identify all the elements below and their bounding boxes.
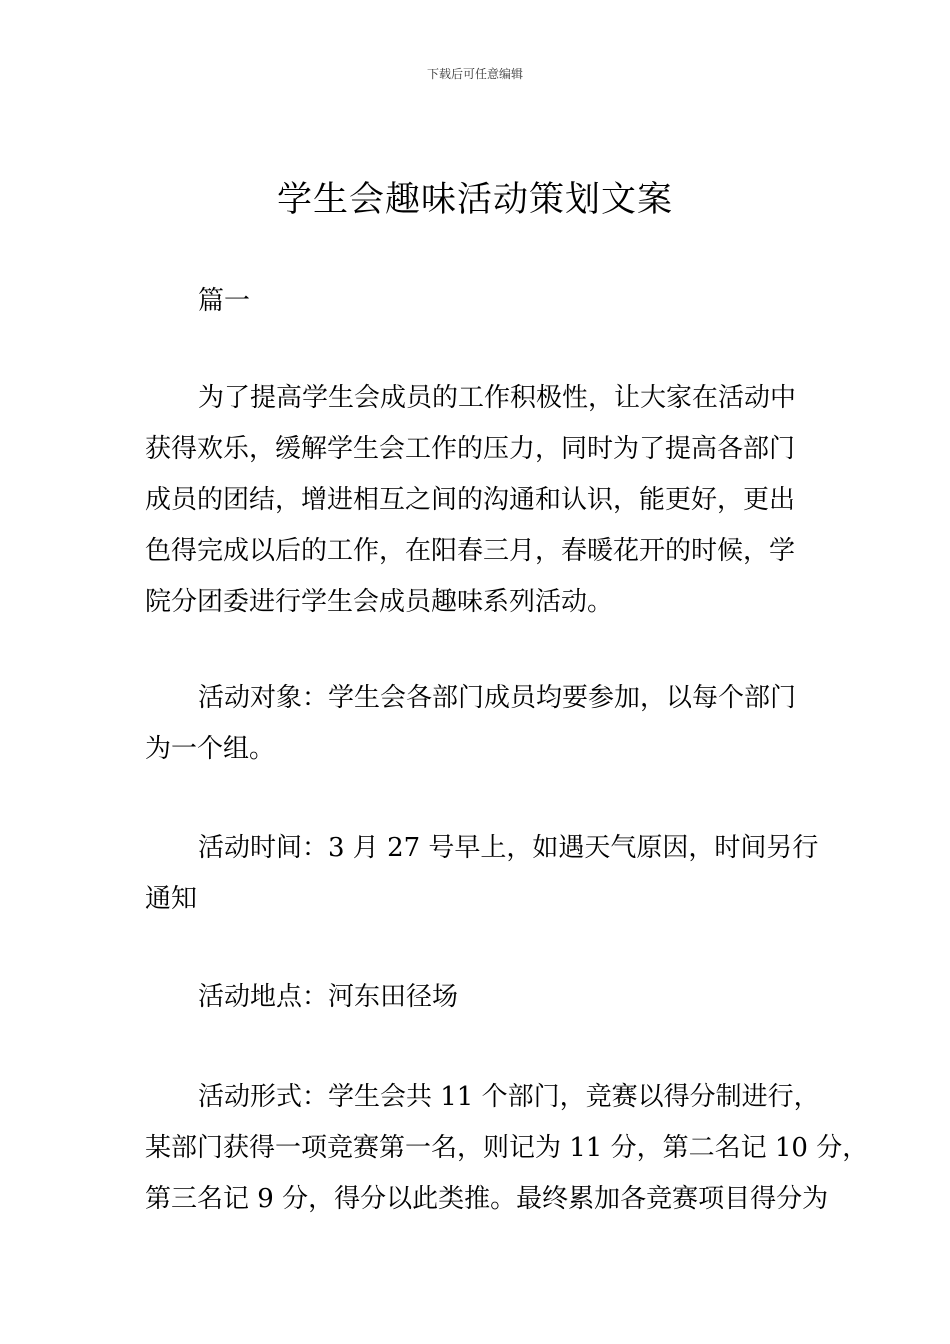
paragraph-target xyxy=(145,673,813,775)
paragraph-line: 为一个组。 xyxy=(145,734,276,764)
document-title: 学生会趣味活动策划文案 xyxy=(276,180,673,220)
paragraph-time xyxy=(145,823,819,925)
section-label xyxy=(145,276,813,327)
paragraph-line: 第三名记 9 分，得分以此类推。最终累加各竞赛项目得分为 xyxy=(145,1184,829,1214)
paragraph-line: 色得完成以后的工作，在阳春三月，春暖花开的时候，学 xyxy=(145,536,796,566)
paragraph-line: 为了提高学生会成员的工作积极性，让大家在活动中 xyxy=(198,383,797,413)
paragraph-line: 通知 xyxy=(145,884,198,914)
paragraph-line: 活动时间：3 月 27 号早上，如遇天气原因，时间另行 xyxy=(198,833,819,863)
header-note: 下载后可任意编辑 xyxy=(426,67,523,81)
paragraph-line: 成员的团结，增进相互之间的沟通和认识，能更好，更出 xyxy=(145,485,796,515)
paragraph-place xyxy=(145,972,813,1023)
paragraph-line: 活动地点：河东田径场 xyxy=(198,982,459,1012)
paragraph-line: 获得欢乐，缓解学生会工作的压力，同时为了提高各部门 xyxy=(145,434,796,464)
paragraph-line: 某部门获得一项竞赛第一名，则记为 11 分，第二名记 10 分， xyxy=(145,1133,869,1163)
paragraph-format xyxy=(145,1072,869,1225)
paragraph-line: 院分团委进行学生会成员趣味系列活动。 xyxy=(145,587,614,617)
paragraph-line: 活动形式：学生会共 11 个部门，竞赛以得分制进行， xyxy=(198,1082,820,1112)
paragraph-intro xyxy=(145,373,813,628)
section-label-text: 篇一 xyxy=(198,286,251,316)
paragraph-line: 活动对象：学生会各部门成员均要参加，以每个部门 xyxy=(198,683,797,713)
